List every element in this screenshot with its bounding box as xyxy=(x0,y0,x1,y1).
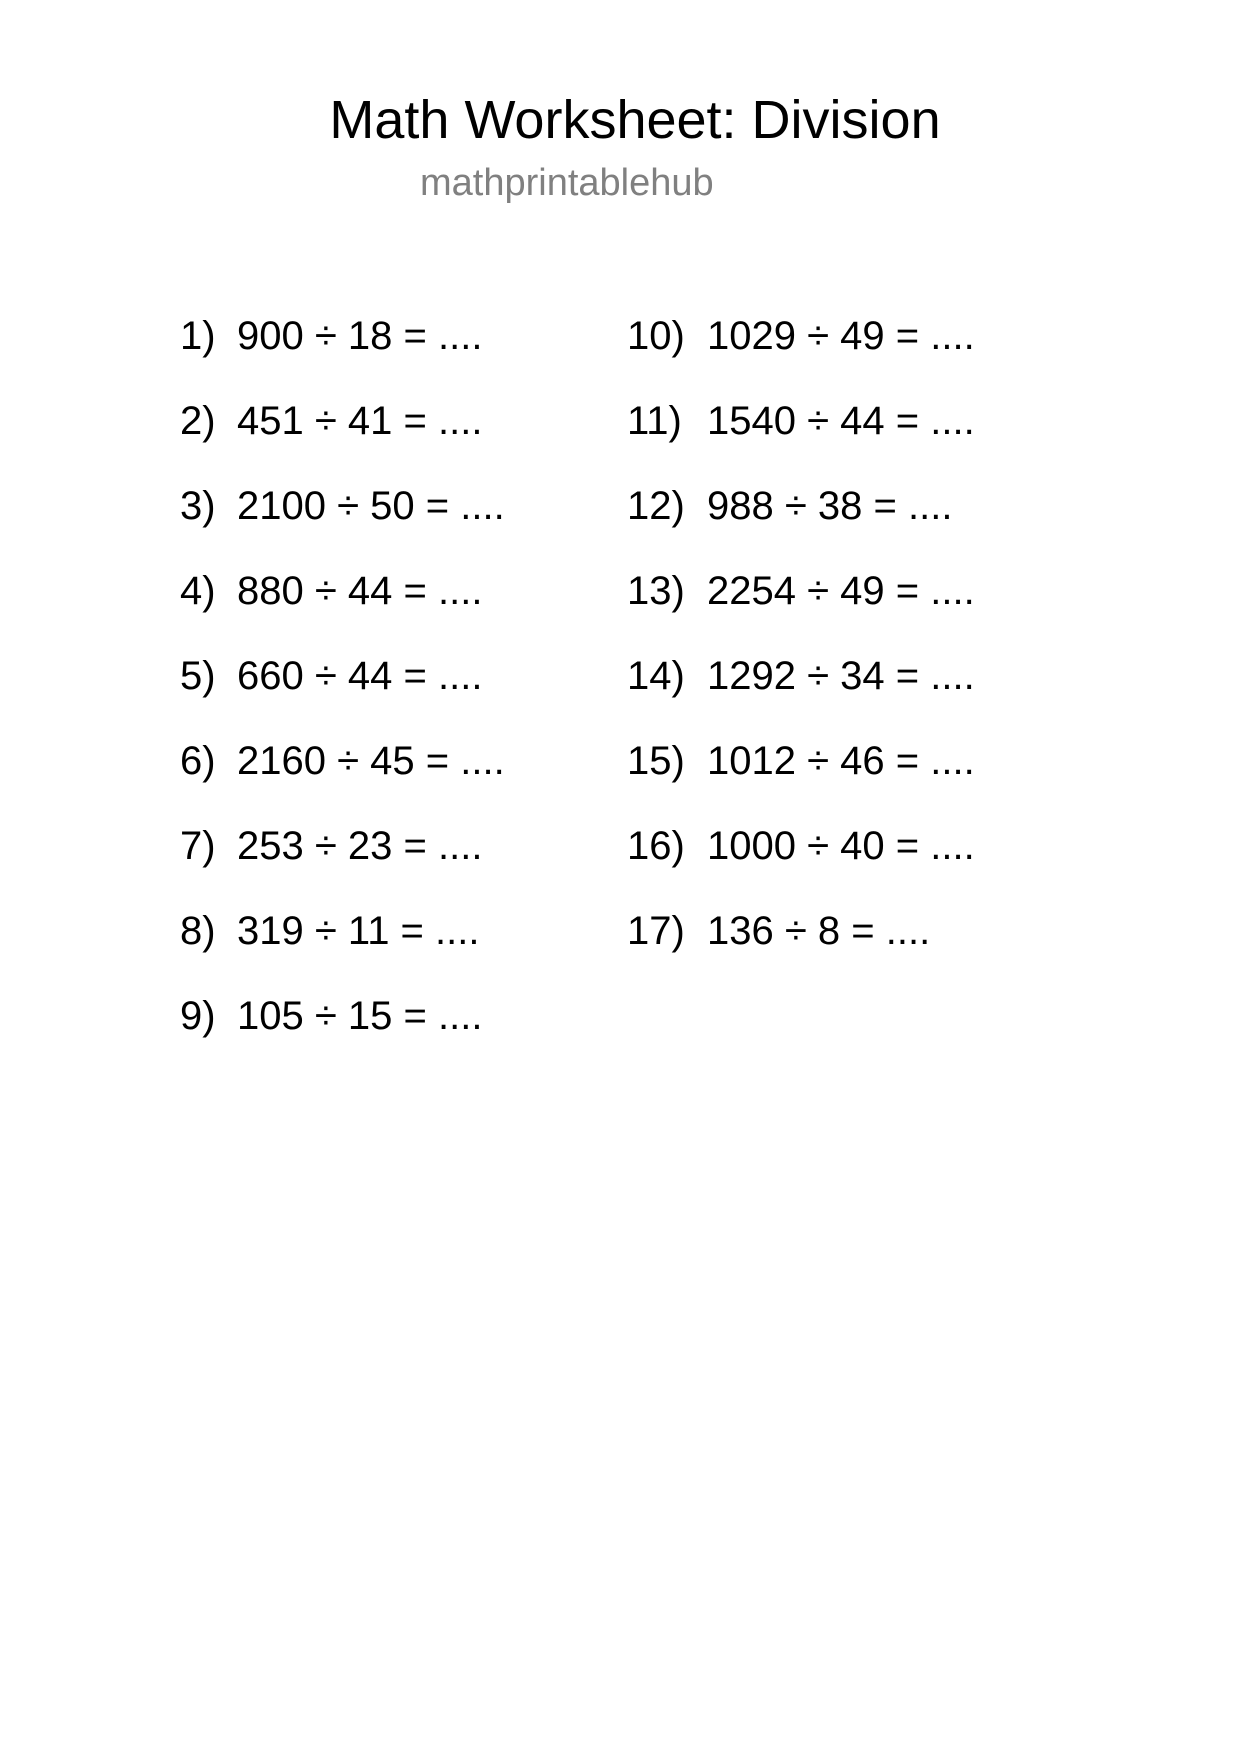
problem-number: 14) xyxy=(627,654,685,698)
problem-expression: 253 ÷ 23 = .... xyxy=(237,824,483,868)
problem-expression: 900 ÷ 18 = .... xyxy=(237,314,483,358)
problem-number: 5) xyxy=(180,654,216,698)
problem-expression: 2100 ÷ 50 = .... xyxy=(237,484,505,528)
problem-number: 4) xyxy=(180,569,216,613)
problem-expression: 1000 ÷ 40 = .... xyxy=(707,824,975,868)
problem-expression: 451 ÷ 41 = .... xyxy=(237,399,483,443)
problem-number: 11) xyxy=(627,399,682,443)
problem-expression: 1029 ÷ 49 = .... xyxy=(707,314,975,358)
problem-number: 13) xyxy=(627,569,685,613)
problem-number: 10) xyxy=(627,314,685,358)
problem-number: 16) xyxy=(627,824,685,868)
problem-number: 12) xyxy=(627,484,685,528)
problem-expression: 136 ÷ 8 = .... xyxy=(707,909,931,953)
problem-number: 9) xyxy=(180,994,216,1038)
problem-expression: 660 ÷ 44 = .... xyxy=(237,654,483,698)
problem-number: 6) xyxy=(180,739,216,783)
problem-number: 17) xyxy=(627,909,685,953)
problem-expression: 2254 ÷ 49 = .... xyxy=(707,569,975,613)
problem-expression: 1540 ÷ 44 = .... xyxy=(707,399,975,443)
problem-number: 8) xyxy=(180,909,216,953)
problem-expression: 880 ÷ 44 = .... xyxy=(237,569,483,613)
problem-expression: 1012 ÷ 46 = .... xyxy=(707,739,975,783)
problem-expression: 319 ÷ 11 = .... xyxy=(237,909,480,953)
problem-number: 15) xyxy=(627,739,685,783)
worksheet-title: Math Worksheet: Division xyxy=(329,90,941,150)
problem-expression: 105 ÷ 15 = .... xyxy=(237,994,483,1038)
problem-expression: 1292 ÷ 34 = .... xyxy=(707,654,975,698)
worksheet-subtitle: mathprintablehub xyxy=(420,162,714,204)
problem-number: 2) xyxy=(180,399,216,443)
problem-expression: 988 ÷ 38 = .... xyxy=(707,484,953,528)
problem-number: 3) xyxy=(180,484,216,528)
problem-number: 1) xyxy=(180,314,216,358)
problem-number: 7) xyxy=(180,824,216,868)
problem-expression: 2160 ÷ 45 = .... xyxy=(237,739,505,783)
